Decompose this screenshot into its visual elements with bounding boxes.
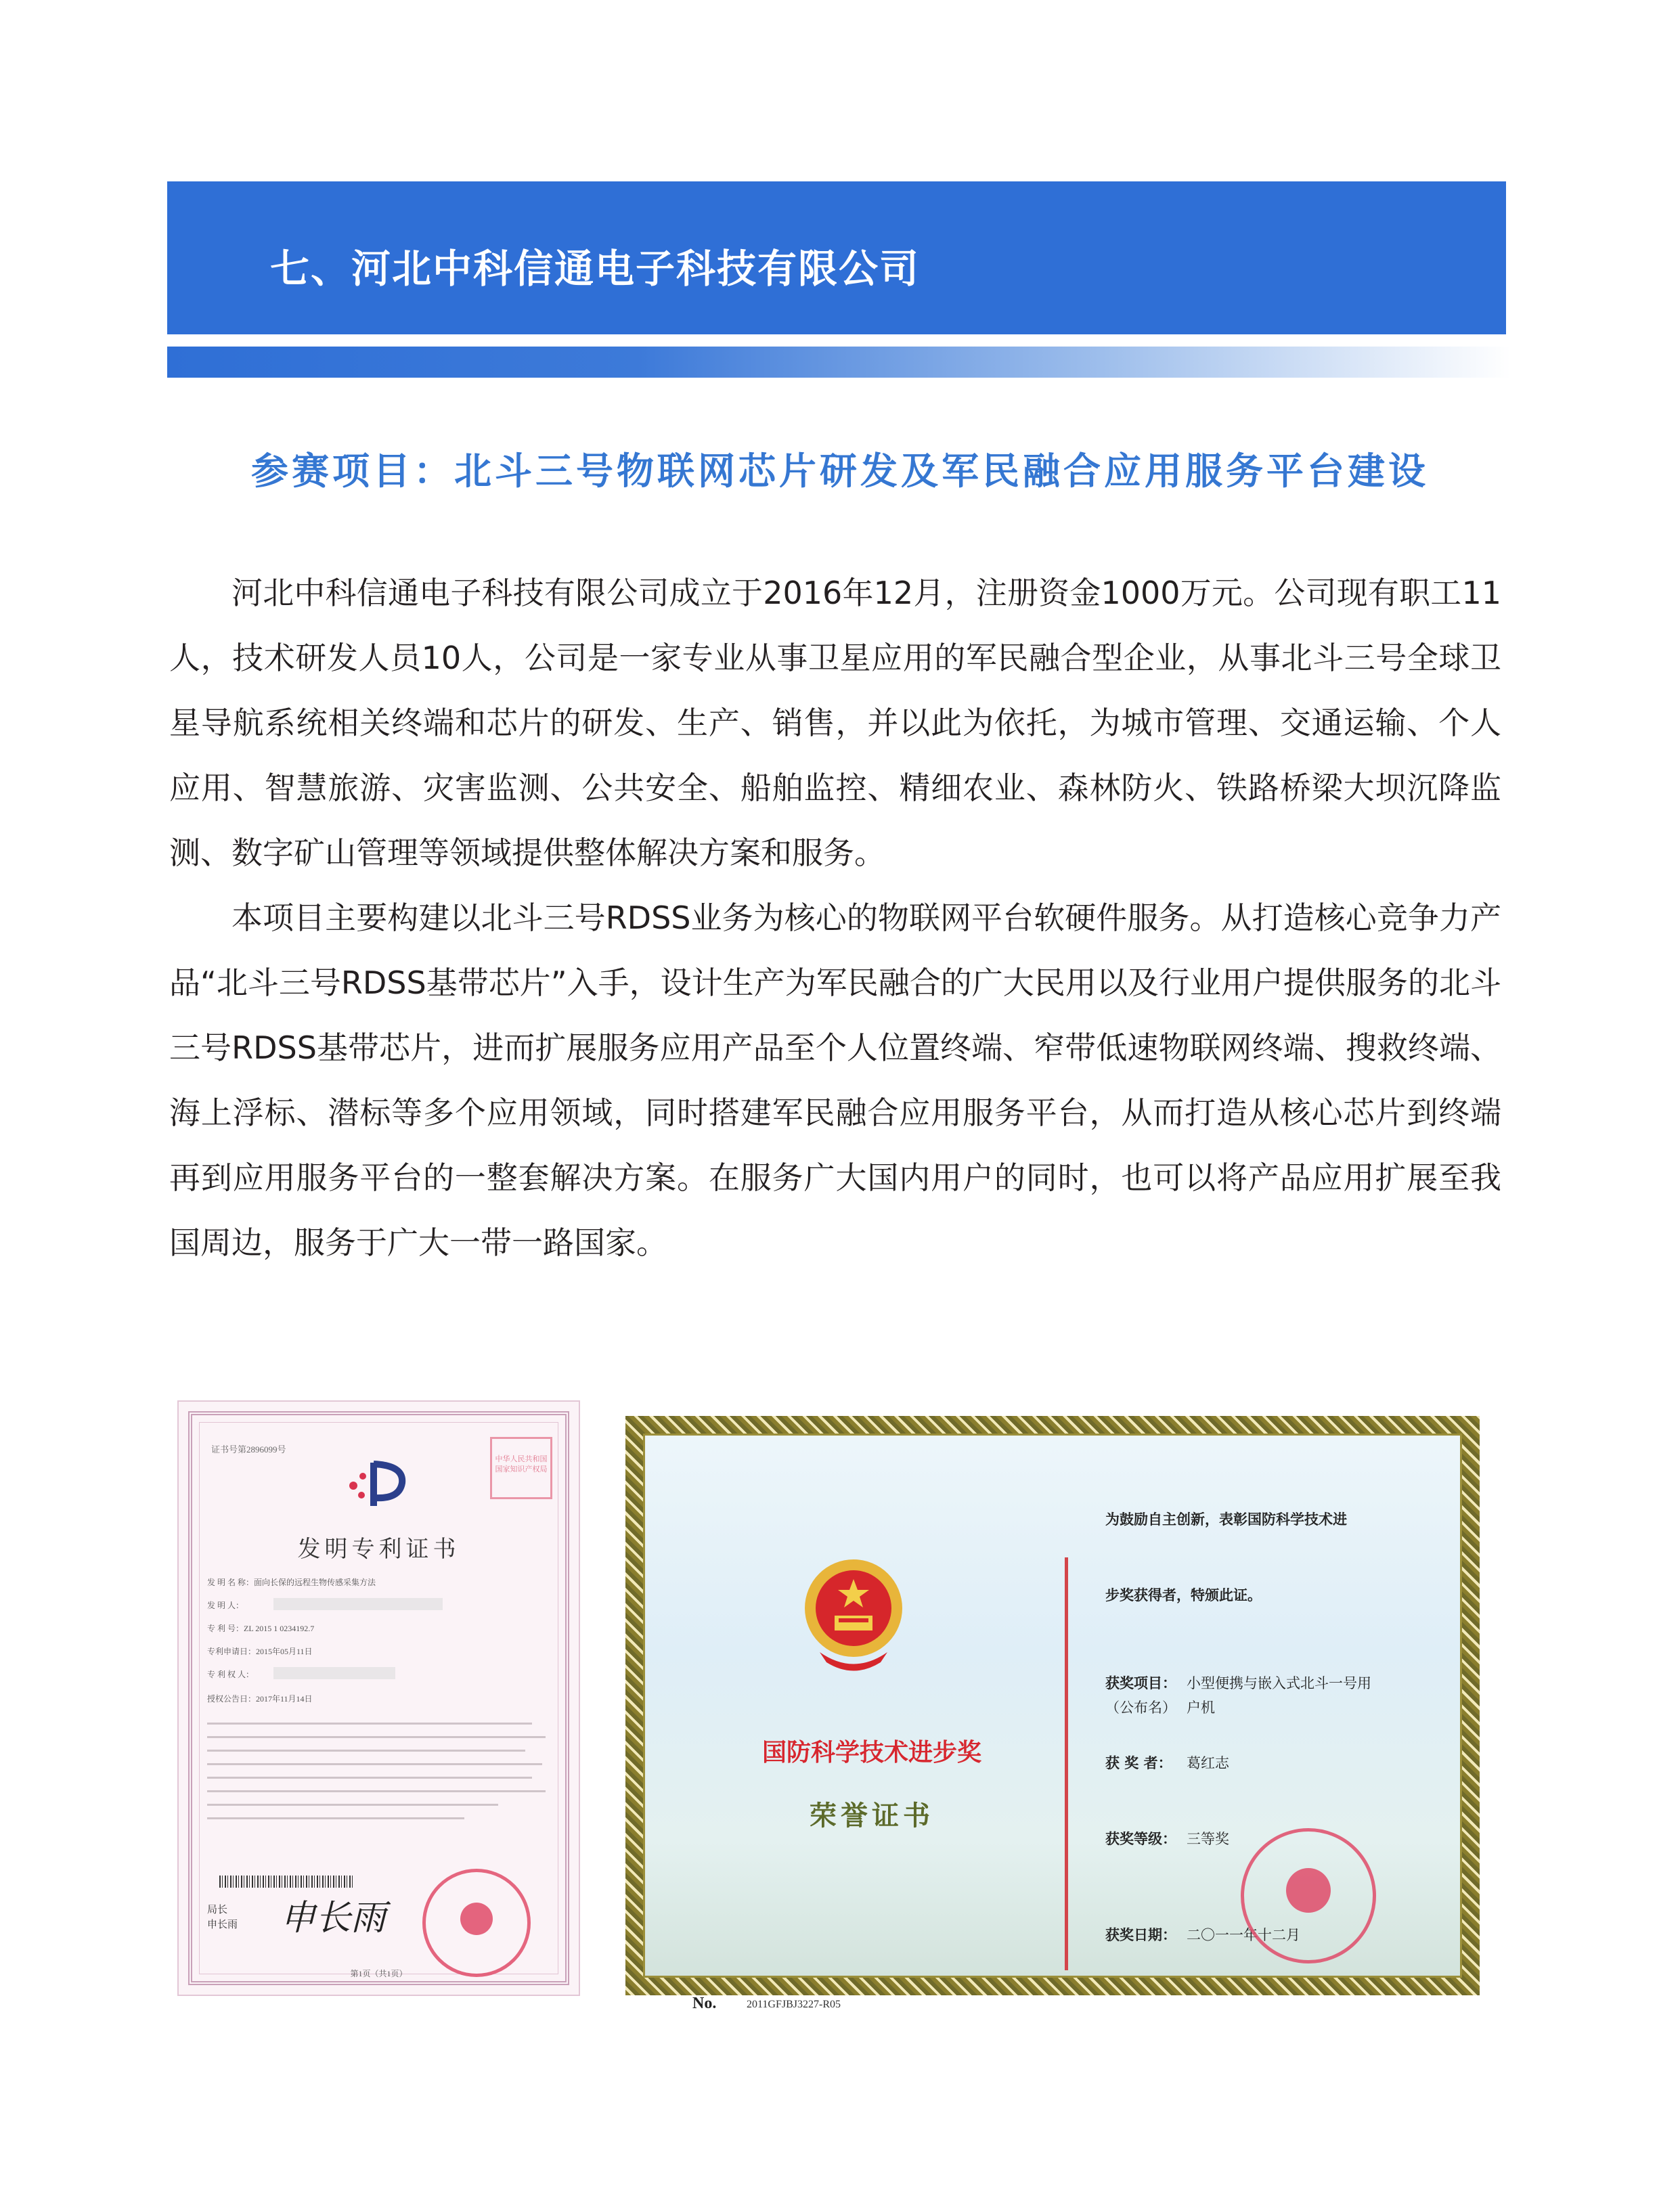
national-emblem-icon <box>799 1551 908 1679</box>
header-gradient-bar <box>167 347 1511 378</box>
redacted-block <box>273 1598 443 1610</box>
patent-office-square-stamp <box>490 1437 552 1499</box>
level-label: 获奖等级： <box>1105 1830 1176 1847</box>
barcode <box>219 1876 355 1888</box>
fine-print-line <box>207 1750 525 1752</box>
patent-office-logo-icon <box>340 1457 414 1511</box>
project-value: 小型便携与嵌入式北斗一号用 <box>1187 1675 1371 1691</box>
fine-print-line <box>207 1790 546 1792</box>
preface-line: 为鼓励自主创新，表彰国防科学技术进 <box>1105 1511 1347 1528</box>
patent-certificate-title: 发明专利证书 <box>297 1536 460 1563</box>
award-name: 国防科学技术进步奖 <box>761 1738 981 1767</box>
signer-title: 局长 申长雨 <box>207 1905 238 1930</box>
project-label: 获奖项目： <box>1105 1674 1176 1691</box>
patent-field: 专利申请日：2015年05月11日 <box>207 1647 313 1656</box>
project-value: 户机 <box>1187 1700 1215 1716</box>
fine-print-line <box>207 1736 546 1738</box>
red-divider-line <box>1065 1557 1068 1970</box>
body-text <box>169 560 1501 1275</box>
fine-print-line <box>207 1723 532 1725</box>
date-value: 二〇一一年十二月 <box>1187 1927 1300 1943</box>
page-number: 第1页（共1页） <box>350 1969 407 1978</box>
patent-certificate-image <box>177 1400 580 1996</box>
level-value: 三等奖 <box>1187 1831 1229 1847</box>
stamp-emblem-icon <box>1286 1868 1331 1913</box>
section-title: 七、河北中科信通电子科技有限公司 <box>270 246 921 292</box>
fine-print-line <box>207 1763 542 1765</box>
paragraph: 河北中科信通电子科技有限公司成立于2016年12月，注册资金1000万元。公司现有职工11人，技术研发人员10人，公司是一家专业从事卫星应用的军民融合型企业，从事北斗三号全球卫星导航系统相关终端和芯片的研发、生产、销售，并以此为依托，为城市管理、交通运输、个人应用、智慧旅游、灾害监测、公共安全、船舶监控、精细农业、森林防火、铁路桥梁大坝沉降监测、数字矿山管理等领域提供整体解决方案和服务。 <box>169 575 1501 871</box>
fine-print-line <box>207 1804 498 1806</box>
project-title: 参赛项目：北斗三号物联网芯片研发及军民融合应用服务平台建设 <box>250 449 1429 493</box>
stamp-emblem-icon <box>460 1903 493 1935</box>
patent-field: 专 利 权 人： <box>207 1670 255 1679</box>
winner-value: 葛红志 <box>1187 1755 1229 1771</box>
ministry-round-stamp <box>1241 1828 1376 1963</box>
honor-certificate-image <box>625 1416 1480 2012</box>
fine-print-line <box>207 1777 532 1779</box>
stamp-text: 中华人民共和国国家知识产权局 <box>495 1455 548 1473</box>
certificate-no-value: 2011GFJBJ3227-R05 <box>747 1999 841 2010</box>
patent-field: 专 利 号：ZL 2015 1 0234192.7 <box>207 1624 315 1633</box>
patent-field: 授权公告日：2017年11月14日 <box>207 1694 313 1704</box>
certificate-no-label: No. <box>692 1995 717 2012</box>
patent-field: 发 明 人： <box>207 1601 244 1610</box>
header-band <box>167 181 1506 334</box>
patent-field: 发 明 名 称：面向长保的远程生物传感采集方法 <box>207 1578 376 1587</box>
paragraph: 本项目主要构建以北斗三号RDSS业务为核心的物联网平台软硬件服务。从打造核心竞争力产品“北斗三号RDSS基带芯片”入手，设计生产为军民融合的广大民用以及行业用户提供服务的北斗三号RDSS基带芯片，进而扩展服务应用产品至个人位置终端、窄带低速物联网终端、搜救终端、海上浮标、潜标等多个应用领域，同时搭建军民融合应用服务平台，从而打造从核心芯片到终端再到应用服务平台的一整套解决方案。在服务广大国内用户的同时，也可以将产品应用扩展至我国周边，服务于广大一带一路国家。 <box>169 900 1501 1261</box>
fine-print-line <box>207 1817 464 1819</box>
date-label: 获奖日期： <box>1105 1926 1176 1943</box>
preface-line: 步奖获得者，特颁此证。 <box>1105 1586 1262 1603</box>
signature: 申长雨 <box>280 1898 386 1938</box>
redacted-block <box>273 1667 395 1679</box>
certificate-body <box>643 1434 1462 2012</box>
official-round-stamp <box>422 1869 531 1977</box>
project-label-sub: （公布名） <box>1105 1700 1176 1716</box>
winner-label: 获 奖 者： <box>1105 1754 1172 1771</box>
certificate-number: 证书号第2896099号 <box>211 1444 286 1455</box>
honor-certificate-title: 荣誉证书 <box>810 1800 934 1832</box>
